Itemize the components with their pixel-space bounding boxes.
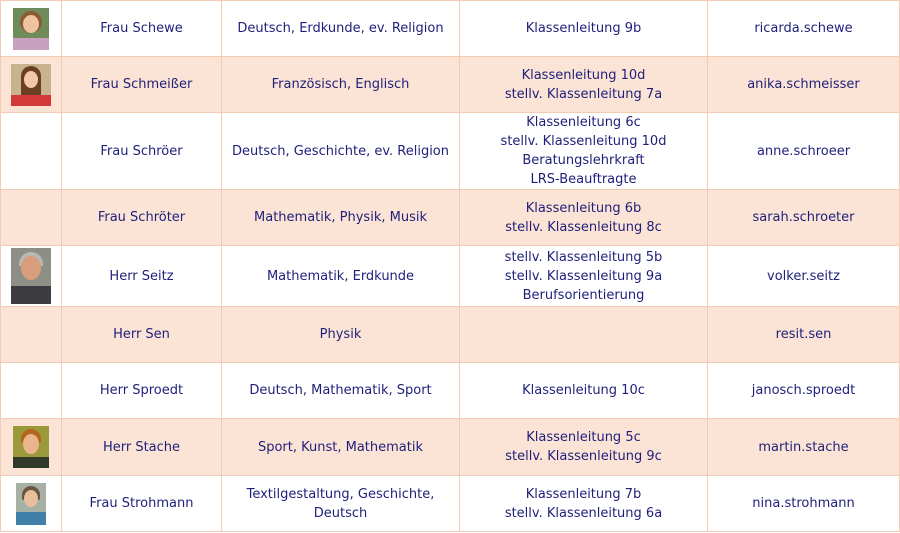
email-cell: anne.schroeer [708,113,900,190]
name-cell: Herr Sproedt [62,363,222,419]
role-line: Klassenleitung 7b [525,486,642,502]
roles-cell [460,190,708,246]
role-line: Klassenleitung 10d [521,67,646,83]
name-cell: Frau Schewe [62,1,222,57]
table-row [1,57,900,113]
name-cell: Frau Schröer [62,113,222,190]
subjects-cell: Deutsch, Erdkunde, ev. Religion [222,1,460,57]
subjects-cell: Sport, Kunst, Mathematik [222,419,460,476]
email-cell: resit.sen [708,307,900,363]
table-row [1,246,900,307]
roles-cell [460,363,708,419]
name-cell: Frau Strohmann [62,476,222,532]
roles-cell [460,57,708,113]
name-cell: Herr Sen [62,307,222,363]
portrait-icon [16,483,46,525]
table-row [1,363,900,419]
portrait-icon [11,64,51,106]
email-cell: volker.seitz [708,246,900,307]
portrait-icon [13,426,49,468]
photo-cell [1,307,62,363]
photo-cell [1,363,62,419]
subjects-cell: Deutsch, Geschichte, ev. Religion [222,113,460,190]
subjects-cell: Französisch, Englisch [222,57,460,113]
role-line: Klassenleitung 9b [525,21,642,36]
email-cell: martin.stache [708,419,900,476]
subjects-cell: Mathematik, Erdkunde [222,246,460,307]
email-cell: anika.schmeisser [708,57,900,113]
role-line: Klassenleitung 10c [522,383,645,398]
role-line: stellv. Klassenleitung 10d [500,134,667,149]
table-row [1,307,900,363]
photo-cell [1,476,62,532]
role-line: stellv. Klassenleitung 5b [504,249,663,265]
subjects-cell: Deutsch, Mathematik, Sport [222,363,460,419]
name-cell: Frau Schröter [62,190,222,246]
name-cell: Frau Schmeißer [62,57,222,113]
table-row [1,113,900,190]
role-line: Klassenleitung 5c [526,430,641,445]
photo-cell [1,190,62,246]
role-line: stellv. Klassenleitung 8c [505,219,662,235]
portrait-icon [11,248,51,304]
email-cell: nina.strohmann [708,476,900,532]
subjects-cell: Textilgestaltung, Geschichte, Deutsch [222,476,460,532]
email-cell: ricarda.schewe [708,1,900,57]
roles-cell [460,1,708,57]
email-cell: janosch.sproedt [708,363,900,419]
role-line: Beratungslehrkraft [522,153,645,168]
subjects-cell: Mathematik, Physik, Musik [222,190,460,246]
role-line: stellv. Klassenleitung 9c [505,449,662,464]
subjects-cell: Physik [222,307,460,363]
photo-cell [1,419,62,476]
roles-cell [460,113,708,190]
roles-cell [460,476,708,532]
name-cell: Herr Stache [62,419,222,476]
role-line: Klassenleitung 6b [525,200,642,216]
role-line: stellv. Klassenleitung 6a [504,505,663,521]
email-cell: sarah.schroeter [708,190,900,246]
table-row [1,476,900,532]
roles-cell [460,307,708,363]
photo-cell [1,1,62,57]
table-row [1,190,900,246]
name-cell: Herr Seitz [62,246,222,307]
portrait-icon [13,8,49,50]
photo-cell [1,113,62,190]
role-line: Klassenleitung 6c [526,115,641,130]
role-line: Berufsorientierung [522,287,645,303]
roles-cell [460,246,708,307]
role-line: stellv. Klassenleitung 9a [504,268,663,284]
role-line: LRS-Beauftragte [530,172,637,187]
role-line: stellv. Klassenleitung 7a [504,86,663,102]
table-row [1,1,900,57]
photo-cell [1,57,62,113]
table-row [1,419,900,476]
photo-cell [1,246,62,307]
roles-cell [460,419,708,476]
